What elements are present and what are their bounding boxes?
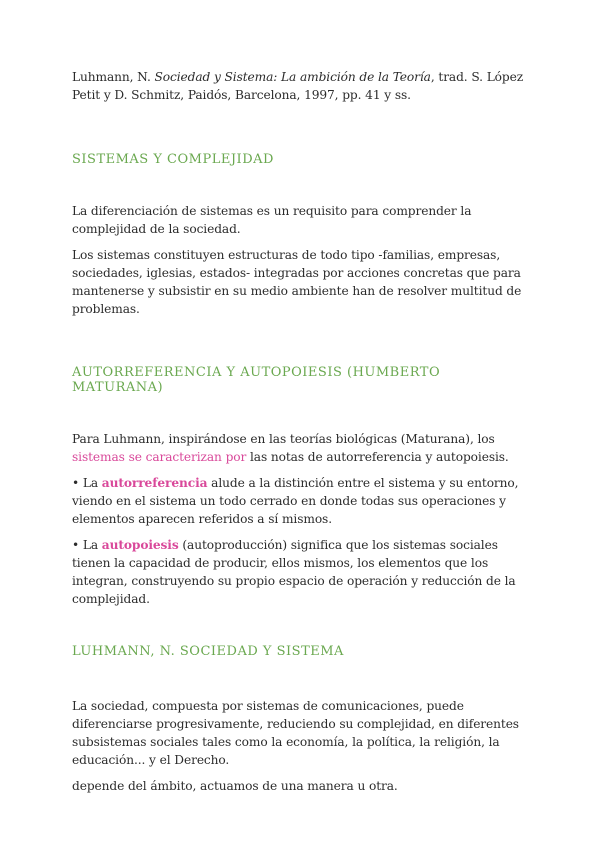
term-autopoiesis: autopoiesis xyxy=(101,538,179,552)
reference-details: , trad. S. López Petit y D. Schmitz, Paidós, Barcelona, 1997, pp. 41 y ss. xyxy=(72,70,524,102)
reference-author: Luhmann, N. xyxy=(72,70,155,84)
bullet-text: (autoproducción) significa que los sistemas sociales tienen la capacidad de producir, ellos mismos, los elementos que los integran, construyendo su propio espacio de operación y reducción de la complejidad. xyxy=(72,538,516,606)
paragraph-estructuras: Los sistemas constituyen estructuras de todo tipo -familias, empresas, sociedades, iglesias, estados- integradas por acciones concretas que para mantenerse y subsistir en su medio ambiente han de resolver multitud de problemas. xyxy=(72,248,522,316)
document-page xyxy=(72,68,532,795)
highlighted-phrase: sistemas se caracterizan por xyxy=(72,450,247,464)
heading-sistemas-complejidad: SISTEMAS Y COMPLEJIDAD xyxy=(72,152,274,167)
text-segment: las notas de autorreferencia y autopoiesis. xyxy=(246,450,509,464)
bullet-text: alude a la distinción entre el sistema y su entorno, viendo en el sistema un todo cerrado en donde todas sus operaciones y elementos aparecen referidos a sí mismos. xyxy=(72,476,519,526)
bibliographic-reference xyxy=(72,68,532,104)
paragraph-luhmann-maturana xyxy=(72,430,532,466)
paragraph-ambito: depende del ámbito, actuamos de una manera u otra. xyxy=(72,779,398,793)
paragraph-diferenciacion: La diferenciación de sistemas es un requisito para comprender la complejidad de la sociedad. xyxy=(72,204,472,236)
paragraph-sociedad: La sociedad, compuesta por sistemas de comunicaciones, puede diferenciarse progresivamente, reduciendo su complejidad, en diferentes subsistemas sociales tales como la economía, la política, la religión, la educación... y el Derecho. xyxy=(72,699,519,767)
text-segment: Para Luhmann, inspirándose en las teorías biológicas (Maturana), los xyxy=(72,432,495,446)
heading-autorreferencia-autopoiesis: AUTORREFERENCIA Y AUTOPOIESIS (HUMBERTO MATURANA) xyxy=(72,365,441,395)
reference-title: Sociedad y Sistema: La ambición de la Teoría xyxy=(154,70,431,84)
bullet-autorreferencia xyxy=(72,474,532,528)
bullet-prefix: • La xyxy=(72,538,102,552)
heading-luhmann-sociedad-sistema: LUHMANN, N. SOCIEDAD Y SISTEMA xyxy=(72,644,344,659)
bullet-autopoiesis xyxy=(72,536,532,608)
bullet-prefix: • La xyxy=(72,476,102,490)
term-autorreferencia: autorreferencia xyxy=(101,476,208,490)
